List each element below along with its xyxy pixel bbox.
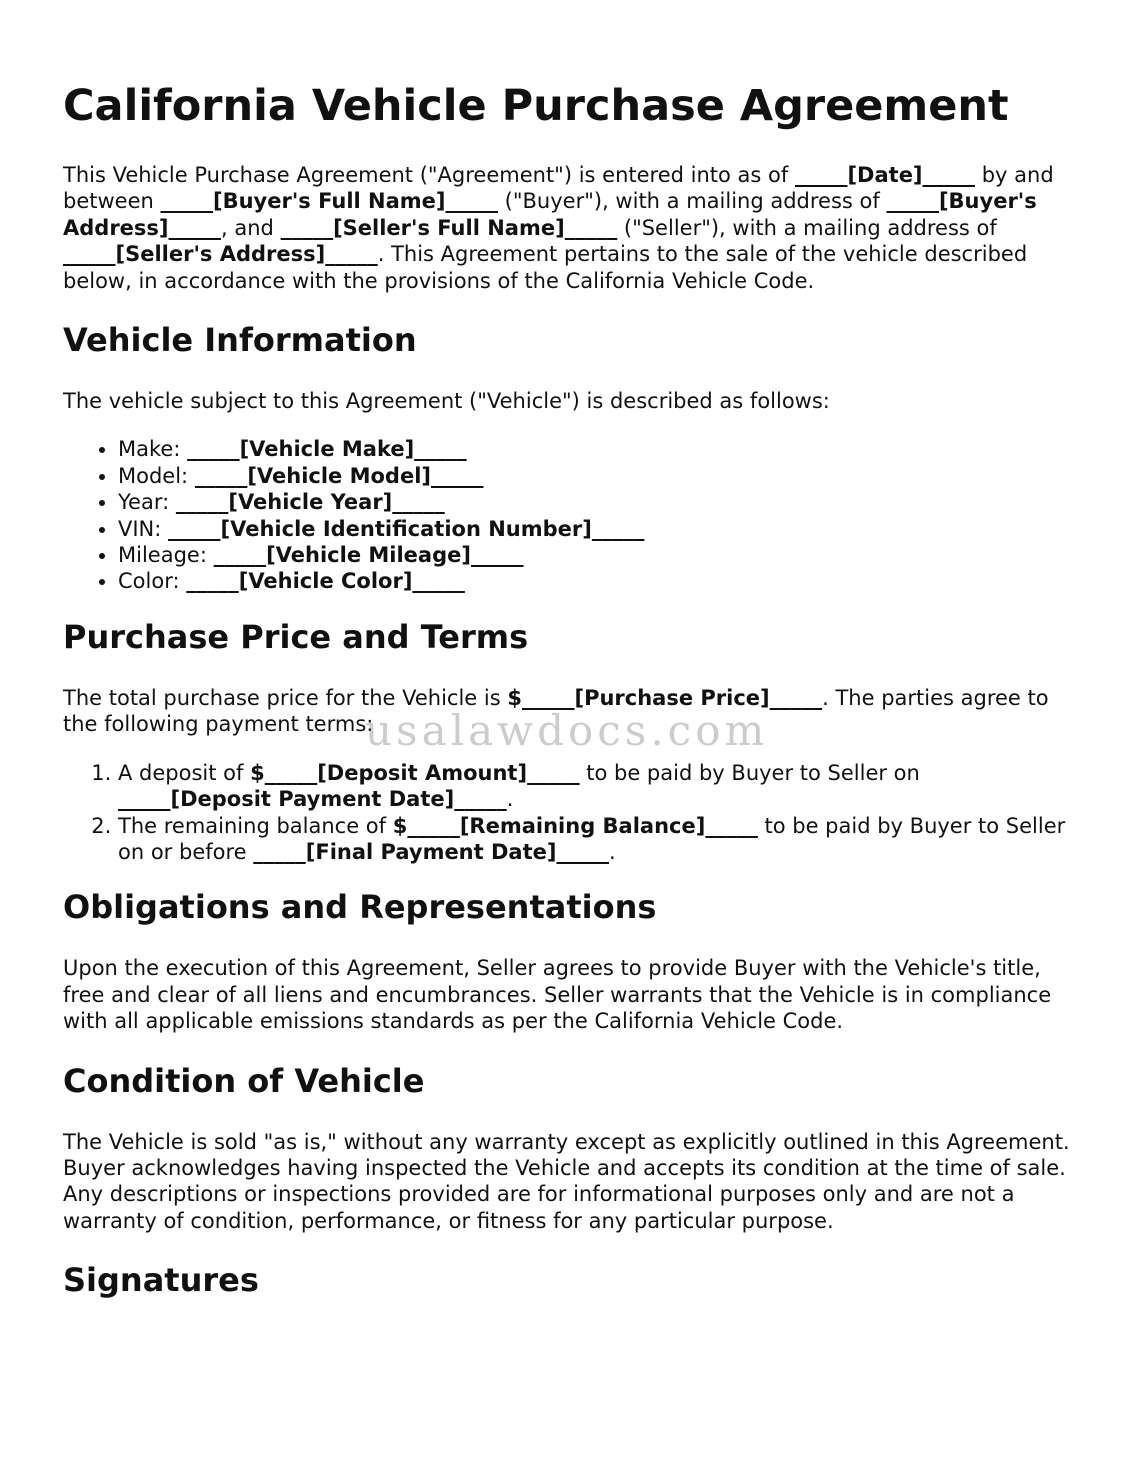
obligations-paragraph: Upon the execution of this Agreement, Seller agrees to provide Buyer with the Vehicle's title, free and clear of all liens and encumbrances. Seller warrants that the Vehicle is in compliance with all applicable emissions standards as per the California Vehicle Code. xyxy=(63,956,1052,1034)
document-title: California Vehicle Purchase Agreement xyxy=(63,81,1009,131)
deposit-amount-placeholder: $_____[Deposit Amount]_____ xyxy=(250,760,580,785)
list-item xyxy=(118,542,1073,568)
intro-text-5: ("Seller"), with a mailing address of xyxy=(617,215,997,240)
vehicle-color-label: Color: xyxy=(118,569,187,594)
list-item xyxy=(118,436,1073,462)
vehicle-lead-text: The vehicle subject to this Agreement ("Vehicle") is described as follows: xyxy=(63,389,830,414)
price-lead-text-2: . The parties agree to the following payment terms: xyxy=(63,685,1049,737)
intro-text-1: This Vehicle Purchase Agreement ("Agreement") is entered into as of xyxy=(63,163,795,187)
vehicle-mileage-placeholder: _____[Vehicle Mileage]_____ xyxy=(213,543,524,568)
balance-text-2: to be paid by Buyer to Seller on or before xyxy=(118,813,1066,864)
remaining-balance-placeholder: $_____[Remaining Balance]_____ xyxy=(392,813,758,838)
list-item xyxy=(118,760,1073,813)
intro-text-2: by and between xyxy=(63,163,1054,214)
document-page xyxy=(63,0,1073,1300)
list-item xyxy=(118,568,1073,594)
buyer-address-placeholder: _____[Buyer's Address]_____ xyxy=(63,189,1037,240)
vehicle-mileage-label: Mileage: xyxy=(118,543,214,568)
obligations-heading: Obligations and Representations xyxy=(63,888,657,927)
deposit-date-placeholder: _____[Deposit Payment Date]_____ xyxy=(118,787,507,812)
deposit-text-1: A deposit of xyxy=(118,760,251,785)
vehicle-make-placeholder: _____[Vehicle Make]_____ xyxy=(187,437,467,462)
signatures-heading: Signatures xyxy=(63,1261,259,1300)
watermark: usalawdocs.com xyxy=(365,706,769,755)
vehicle-vin-label: VIN: xyxy=(118,516,169,541)
vehicle-info-heading: Vehicle Information xyxy=(63,321,417,360)
intro-paragraph xyxy=(63,162,1073,294)
vehicle-details-list xyxy=(63,436,1073,594)
list-item xyxy=(118,489,1073,515)
vehicle-model-placeholder: _____[Vehicle Model]_____ xyxy=(194,463,484,488)
list-item xyxy=(118,813,1073,866)
balance-text-3: . xyxy=(608,839,616,864)
list-item xyxy=(118,463,1073,489)
payment-terms-list xyxy=(63,760,1073,866)
vehicle-model-label: Model: xyxy=(118,463,195,488)
list-item xyxy=(118,516,1073,542)
balance-text-1: The remaining balance of xyxy=(118,813,393,838)
vehicle-year-placeholder: _____[Vehicle Year]_____ xyxy=(175,490,445,515)
vehicle-year-label: Year: xyxy=(118,490,176,515)
seller-address-placeholder: _____[Seller's Address]_____ xyxy=(63,242,378,267)
condition-paragraph: The Vehicle is sold "as is," without any warranty except as explicitly outlined in this Agreement. Buyer acknowledges having inspected the Vehicle and accepts its condition at the time of sale. Any descriptions or inspections provided are for informational purposes only and are not a warranty of condition, performance, or fitness for any particular purpose. xyxy=(63,1129,1070,1233)
purchase-price-heading: Purchase Price and Terms xyxy=(63,617,529,656)
vehicle-make-label: Make: xyxy=(118,437,188,462)
condition-heading: Condition of Vehicle xyxy=(63,1061,425,1100)
buyer-name-placeholder: _____[Buyer's Full Name]_____ xyxy=(160,189,498,214)
intro-text-3: ("Buyer"), with a mailing address of xyxy=(498,189,887,214)
date-placeholder: _____[Date]_____ xyxy=(794,163,976,187)
deposit-text-3: . xyxy=(506,787,514,812)
price-lead-text-1: The total purchase price for the Vehicle is xyxy=(63,685,508,710)
vehicle-vin-placeholder: _____[Vehicle Identification Number]_____ xyxy=(168,516,645,541)
intro-text-4: , and xyxy=(221,215,281,240)
intro-text-6: . This Agreement pertains to the sale of the vehicle described below, in accordance with the provisions of the California Vehicle Code. xyxy=(63,242,1028,293)
deposit-text-2: to be paid by Buyer to Seller on xyxy=(579,760,920,785)
final-payment-date-placeholder: _____[Final Payment Date]_____ xyxy=(253,839,609,864)
purchase-price-placeholder: $_____[Purchase Price]_____ xyxy=(507,685,823,710)
price-lead-paragraph xyxy=(63,685,1073,738)
vehicle-color-placeholder: _____[Vehicle Color]_____ xyxy=(186,569,465,594)
seller-name-placeholder: _____[Seller's Full Name]_____ xyxy=(280,215,618,240)
